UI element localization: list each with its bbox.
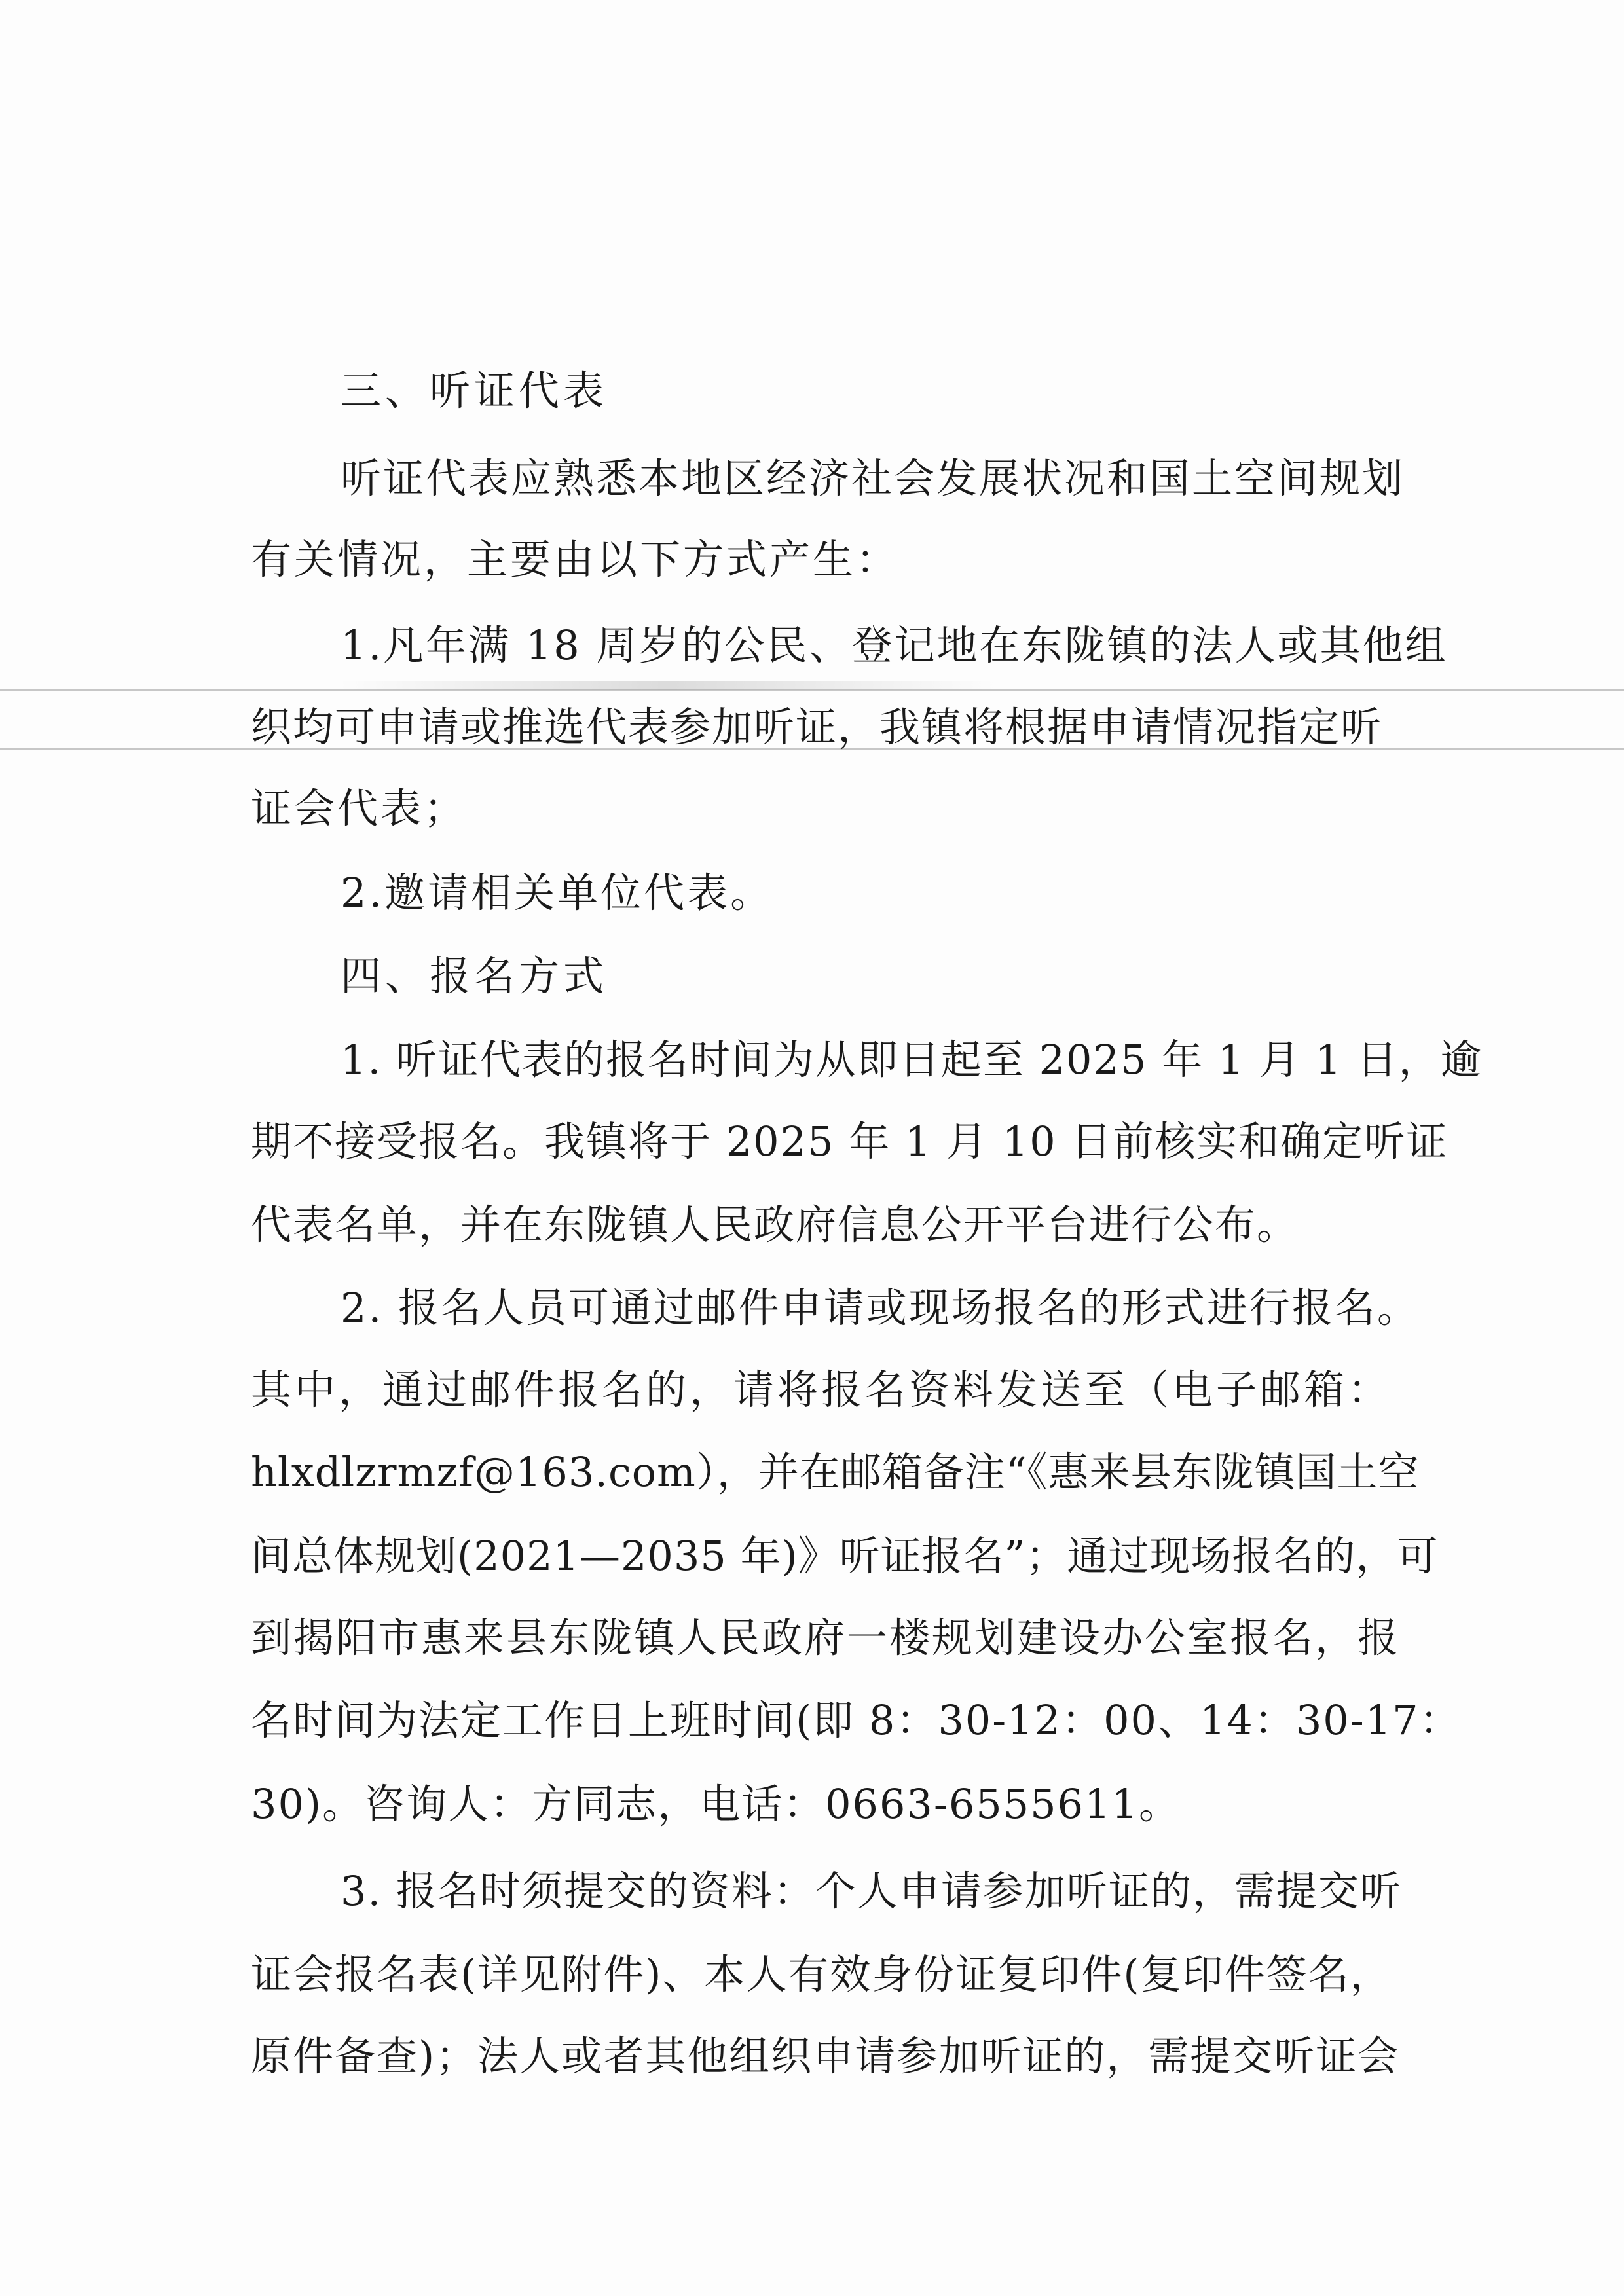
scan-line-artifact	[0, 689, 1624, 691]
paragraph-line: 有关情况，主要由以下方式产生：	[251, 536, 900, 583]
paragraph-line: 听证代表应熟悉本地区经济社会发展状况和国土空间规划	[341, 454, 1405, 502]
paragraph-line: 到揭阳市惠来县东陇镇人民政府一楼规划建设办公室报名，报	[251, 1614, 1401, 1662]
paragraph-line: 1.凡年满 18 周岁的公民、登记地在东陇镇的法人或其他组	[341, 621, 1448, 669]
paragraph-line: 间总体规划(2021—2035 年)》听证报名”；通过现场报名的，可	[251, 1532, 1439, 1580]
paragraph-line: 30)。咨询人：方同志，电话：0663-6555611。	[251, 1780, 1181, 1828]
section-heading-hearing-representatives: 三、听证代表	[341, 367, 608, 414]
paragraph-line: hlxdlzrmzf@163.com），并在邮箱备注“《惠来县东陇镇国土空	[251, 1448, 1420, 1496]
section-heading-registration: 四、报名方式	[341, 952, 608, 1000]
paragraph-line: 期不接受报名。我镇将于 2025 年 1 月 10 日前核实和确定听证	[251, 1118, 1449, 1165]
paragraph-line: 2.邀请相关单位代表。	[341, 869, 774, 917]
paragraph-line: 证会代表；	[251, 784, 468, 832]
paragraph-line: 3. 报名时须提交的资料：个人申请参加听证的，需提交听	[341, 1867, 1402, 1915]
paragraph-line: 代表名单，并在东陇镇人民政府信息公开平台进行公布。	[251, 1201, 1299, 1248]
paragraph-line: 2. 报名人员可通过邮件申请或现场报名的形式进行报名。	[341, 1284, 1420, 1332]
paragraph-line: 证会报名表(详见附件)、本人有效身份证复印件(复印件签名，	[251, 1950, 1392, 1998]
paragraph-line: 名时间为法定工作日上班时间(即 8：30-12：00、14：30-17：	[251, 1696, 1462, 1744]
paragraph-line: 原件备查)；法人或者其他组织申请参加听证的，需提交听证会	[251, 2032, 1400, 2080]
paragraph-line: 织均可申请或推选代表参加听证，我镇将根据申请情况指定听	[251, 703, 1383, 751]
paragraph-line: 1. 听证代表的报名时间为从即日起至 2025 年 1 月 1 日，逾	[341, 1036, 1483, 1084]
paragraph-line: 其中，通过邮件报名的，请将报名资料发送至（电子邮箱：	[251, 1366, 1392, 1413]
